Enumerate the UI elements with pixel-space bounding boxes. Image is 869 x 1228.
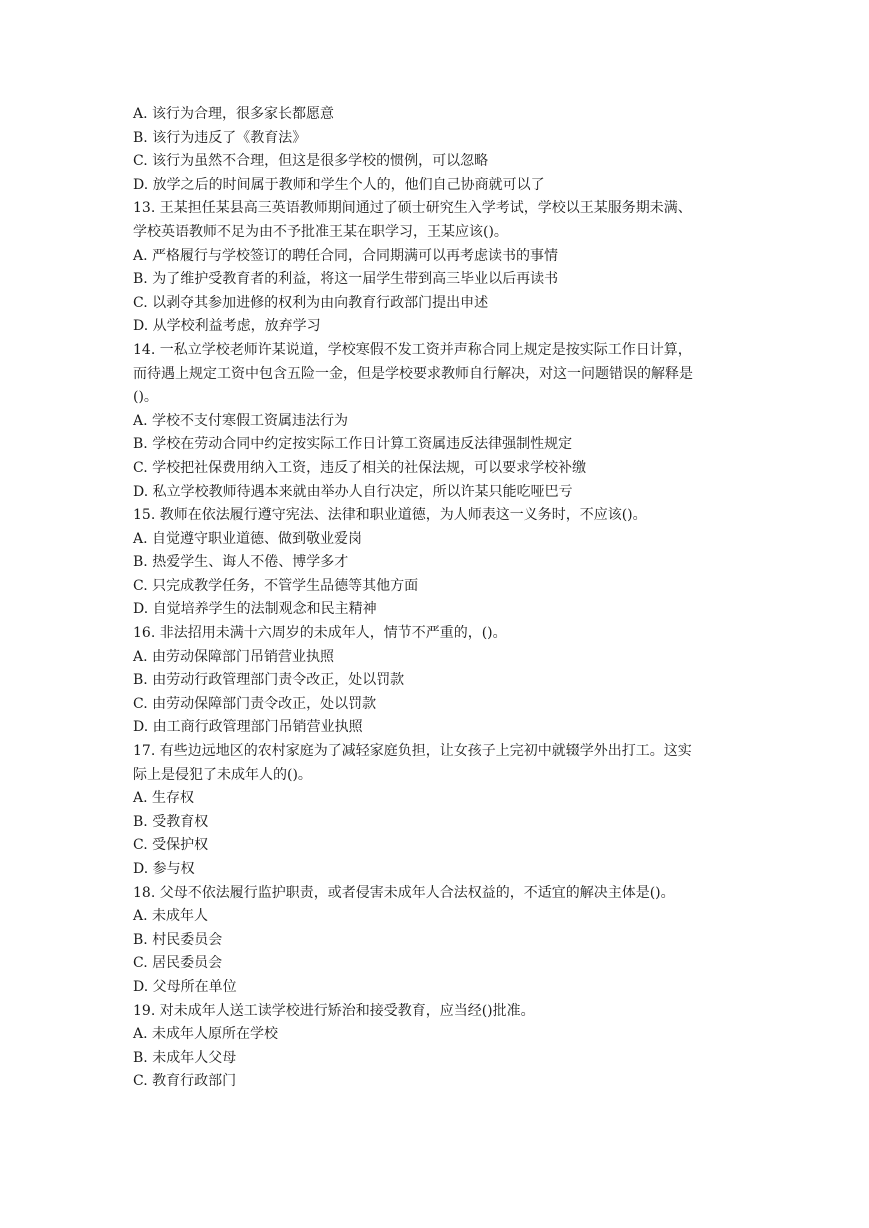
question-text-line: ()。 — [133, 389, 158, 406]
answer-option: A. 学校不支付寒假工资属违法行为 — [133, 412, 349, 429]
answer-option: A. 该行为合理，很多家长都愿意 — [133, 106, 335, 122]
answer-option: C. 由劳动保障部门责令改正，处以罚款 — [133, 695, 377, 712]
answer-option: A. 严格履行与学校签订的聘任合同，合同期满可以再考虑读书的事情 — [133, 247, 559, 264]
question-text-line: 际上是侵犯了未成年人的()。 — [133, 766, 312, 783]
answer-option: B. 热爱学生、诲人不倦、博学多才 — [133, 554, 349, 571]
answer-option: A. 自觉遵守职业道德、做到敬业爱岗 — [133, 530, 363, 547]
answer-option: C. 以剥夺其参加进修的权利为由向教育行政部门提出申述 — [133, 294, 489, 311]
question-text-line: 14. 一私立学校老师许某说道，学校寒假不发工资并声称合同上规定是按实际工作日计算， — [133, 341, 692, 358]
answer-option: B. 村民委员会 — [133, 931, 223, 948]
question-text-line: 15. 教师在依法履行遵守宪法、法律和职业道德，为人师表这一义务时，不应该()。 — [133, 507, 647, 524]
answer-option: C. 教育行政部门 — [133, 1073, 237, 1090]
question-text-line: 16. 非法招用未满十六周岁的未成年人，情节不严重的，()。 — [133, 625, 507, 642]
question-text-line: 13. 王某担任某县高三英语教师期间通过了硕士研究生入学考试，学校以王某服务期未满、 — [133, 200, 692, 217]
question-text-line: 而待遇上规定工资中包含五险一金，但是学校要求教师自行解决，对这一问题错误的解释是 — [133, 365, 693, 382]
answer-option: C. 学校把社保费用纳入工资，违反了相关的社保法规，可以要求学校补缴 — [133, 459, 587, 476]
answer-option: D. 由工商行政管理部门吊销营业执照 — [133, 719, 363, 736]
question-text-line: 19. 对未成年人送工读学校进行矫治和接受教育，应当经()批准。 — [133, 1002, 535, 1019]
answer-option: A. 未成年人原所在学校 — [133, 1026, 279, 1043]
answer-option: B. 由劳动行政管理部门责令改正，处以罚款 — [133, 672, 405, 689]
answer-option: A. 由劳动保障部门吊销营业执照 — [133, 648, 335, 665]
answer-option: A. 未成年人 — [133, 908, 209, 925]
answer-option: C. 受保护权 — [133, 837, 209, 854]
answer-option: B. 学校在劳动合同中约定按实际工作日计算工资属违反法律强制性规定 — [133, 436, 573, 453]
question-text-line: 学校英语教师不足为由不予批准王某在职学习，王某应该()。 — [133, 223, 508, 240]
answer-option: B. 未成年人父母 — [133, 1049, 237, 1066]
answer-option: C. 居民委员会 — [133, 955, 223, 972]
question-text-line: 18. 父母不依法履行监护职责，或者侵害未成年人合法权益的，不适宜的解决主体是()。 — [133, 884, 675, 901]
answer-option: B. 该行为违反了《教育法》 — [133, 129, 307, 146]
answer-option: D. 放学之后的时间属于教师和学生个人的，他们自己协商就可以了 — [133, 176, 545, 193]
answer-option: B. 受教育权 — [133, 813, 209, 830]
answer-option: D. 父母所在单位 — [133, 978, 237, 995]
answer-option: D. 参与权 — [133, 861, 195, 877]
answer-option: C. 只完成教学任务，不管学生品德等其他方面 — [133, 577, 419, 594]
answer-option: B. 为了维护受教育者的利益，将这一届学生带到高三毕业以后再读书 — [133, 271, 559, 288]
answer-option: C. 该行为虽然不合理，但这是很多学校的惯例，可以忽略 — [133, 153, 489, 170]
answer-option: D. 私立学校教师待遇本来就由举办人自行决定，所以许某只能吃哑巴亏 — [133, 483, 573, 500]
answer-option: D. 自觉培养学生的法制观念和民主精神 — [133, 601, 377, 618]
question-text-line: 17. 有些边远地区的农村家庭为了减轻家庭负担，让女孩子上完初中就辍学外出打工。这实 — [133, 743, 692, 760]
document-page — [133, 103, 743, 1094]
answer-option: D. 从学校利益考虑，放弃学习 — [133, 318, 321, 335]
answer-option: A. 生存权 — [133, 790, 195, 807]
